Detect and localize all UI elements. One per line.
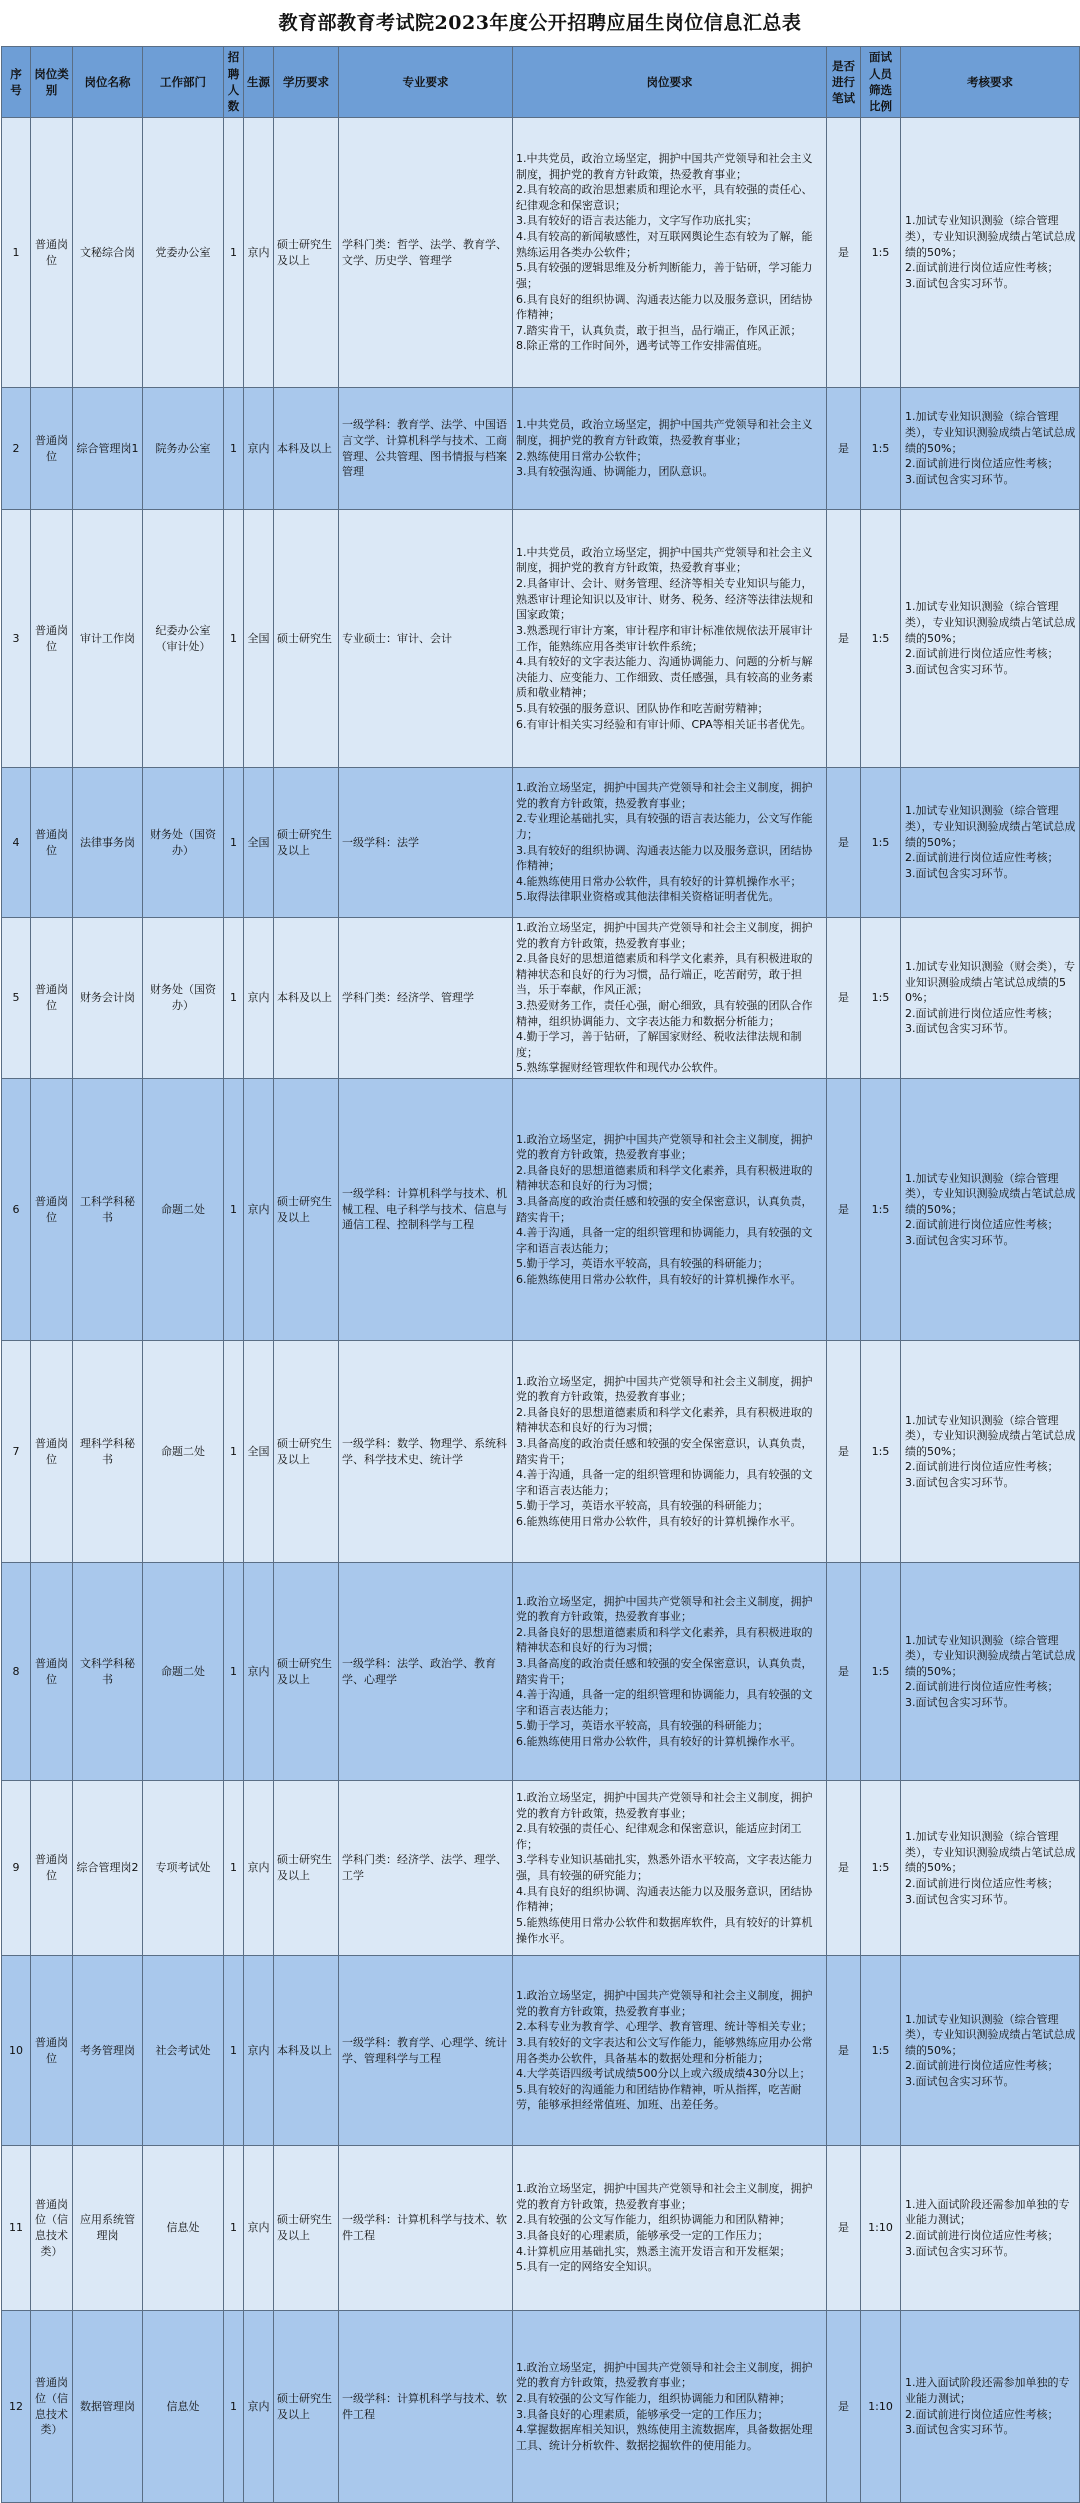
cell-major: 学科门类：经济学、管理学 — [339, 918, 513, 1079]
cell-requirements — [513, 768, 827, 918]
requirement-line: 3.具有较强沟通、协调能力，团队意识。 — [516, 465, 714, 479]
cell-category: 普通岗位 — [31, 918, 73, 1079]
cell-origin: 京内 — [244, 1079, 274, 1341]
requirement-line: 4.善于沟通，具备一定的组织管理和协调能力，具有较强的文字和语言表达能力； — [516, 1226, 813, 1255]
requirement-line: 1.政治立场坚定，拥护中国共产党领导和社会主义制度，拥护党的教育方针政策，热爱教育事业； — [516, 781, 813, 810]
assessment-line: 1.加试专业知识测验（综合管理类），专业知识测验成绩占笔试总成绩的50%； — [905, 804, 1076, 849]
requirement-line: 3.具有较好的文字表达和公文写作能力，能够熟练应用办公常用各类办公软件，具备基本的数据处理和分析能力； — [516, 2035, 813, 2065]
cell-origin: 京内 — [244, 388, 274, 510]
cell-requirements — [513, 1079, 827, 1341]
cell-assessment — [901, 1781, 1080, 1956]
table-row — [2, 1563, 1080, 1781]
cell-origin: 全国 — [244, 768, 274, 918]
cell-dept: 信息处 — [143, 2311, 224, 2503]
cell-origin: 全国 — [244, 1341, 274, 1563]
requirement-line: 3.具有较好的语言表达能力，文字写作功底扎实； — [516, 214, 758, 228]
cell-major: 学科门类：哲学、法学、教育学、文学、历史学、管理学 — [339, 118, 513, 388]
requirement-line: 4.掌握数据库相关知识，熟练使用主流数据库，具备数据处理工具、统计分析软件、数据挖掘软件的使用能力。 — [516, 2423, 813, 2452]
header-origin: 生源 — [244, 47, 274, 118]
cell-written-test: 是 — [827, 2146, 861, 2311]
cell-name: 应用系统管理岗 — [73, 2146, 143, 2311]
page-title: 教育部教育考试院2023年度公开招聘应届生岗位信息汇总表 — [278, 12, 802, 34]
cell-ratio: 1:5 — [861, 1563, 901, 1781]
cell-name: 工科学科秘书 — [73, 1079, 143, 1341]
cell-count: 1 — [224, 1956, 244, 2146]
assessment-line: 2.面试前进行岗位适应性考核； — [905, 1006, 1059, 1020]
table-body — [2, 118, 1080, 2503]
cell-category: 普通岗位（信息技术类） — [31, 2311, 73, 2503]
requirement-line: 6.能熟练使用日常办公软件，具有较好的计算机操作水平。 — [516, 1515, 802, 1529]
cell-ratio: 1:5 — [861, 1341, 901, 1563]
cell-origin: 京内 — [244, 118, 274, 388]
requirement-line: 2.具有较强的公文写作能力，组织协调能力和团队精神； — [516, 2213, 791, 2227]
header-no: 序号 — [2, 47, 31, 118]
requirement-line: 2.具备良好的思想道德素质和科学文化素养，具有积极进取的精神状态和良好的行为习惯，品行端正，吃苦耐劳，敢于担当，乐于奉献，作风正派； — [516, 952, 813, 997]
cell-ratio: 1:10 — [861, 2146, 901, 2311]
cell-name: 综合管理岗2 — [73, 1781, 143, 1956]
cell-dept: 专项考试处 — [143, 1781, 224, 1956]
cell-requirements — [513, 918, 827, 1079]
cell-major: 一级学科：计算机科学与技术、软件工程 — [339, 2311, 513, 2503]
cell-edu: 硕士研究生及以上 — [274, 118, 339, 388]
cell-no: 3 — [2, 510, 31, 768]
cell-edu: 硕士研究生及以上 — [274, 768, 339, 918]
requirement-line: 3.具备良好的心理素质，能够承受一定的工作压力； — [516, 2407, 769, 2421]
cell-count: 1 — [224, 388, 244, 510]
assessment-line: 3.面试包含实习环节。 — [905, 1022, 1015, 1036]
requirement-line: 4.大学英语四级考试成绩500分以上或六级成绩430分以上； — [516, 2067, 811, 2081]
requirement-line: 1.政治立场坚定，拥护中国共产党领导和社会主义制度，拥护党的教育方针政策，热爱教育事业； — [516, 2182, 813, 2211]
assessment-line: 3.面试包含实习环节。 — [905, 2423, 1015, 2437]
cell-written-test: 是 — [827, 768, 861, 918]
cell-assessment — [901, 2146, 1080, 2311]
assessment-line: 1.进入面试阶段还需参加单独的专业能力测试； — [905, 2376, 1070, 2405]
requirement-line: 3.具备高度的政治责任感和较强的安全保密意识，认真负责，踏实肯干； — [516, 1436, 813, 1466]
cell-edu: 硕士研究生及以上 — [274, 2146, 339, 2311]
requirement-line: 5.具有较好的沟通能力和团结协作精神，听从指挥，吃苦耐劳，能够承担经常值班、加班、出差任务。 — [516, 2082, 802, 2112]
cell-dept: 信息处 — [143, 2146, 224, 2311]
requirement-line: 7.踏实肯干，认真负责，敢于担当，品行端正，作风正派； — [516, 323, 802, 337]
cell-edu: 硕士研究生及以上 — [274, 2311, 339, 2503]
requirement-line: 3.熟悉现行审计方案，审计程序和审计标准依规依法开展审计工作，能熟练应用各类审计软件系统； — [516, 623, 813, 653]
requirement-line: 3.热爱财务工作，责任心强，耐心细致，具有较强的团队合作精神，组织协调能力、文字表达能力和数据分析能力； — [516, 999, 813, 1028]
header-category: 岗位类别 — [31, 47, 73, 118]
requirement-line: 5.熟练掌握财经管理软件和现代办公软件。 — [516, 1061, 725, 1075]
requirement-line: 4.具有较好的文字表达能力、沟通协调能力、问题的分析与解决能力、应变能力、工作细致、责任感强，具有较高的业务素质和敬业精神； — [516, 655, 813, 700]
cell-no: 2 — [2, 388, 31, 510]
cell-category: 普通岗位 — [31, 1563, 73, 1781]
table-row — [2, 2146, 1080, 2311]
header-assess: 考核要求 — [901, 47, 1080, 118]
requirement-line: 1.政治立场坚定，拥护中国共产党领导和社会主义制度，拥护党的教育方针政策，热爱教育事业； — [516, 1374, 813, 1404]
cell-major: 一级学科：法学、政治学、教育学、心理学 — [339, 1563, 513, 1781]
cell-ratio: 1:5 — [861, 918, 901, 1079]
cell-edu: 本科及以上 — [274, 388, 339, 510]
requirement-line: 5.能熟练使用日常办公软件和数据库软件，具有较好的计算机操作水平。 — [516, 1915, 813, 1945]
requirement-line: 2.熟练使用日常办公软件； — [516, 449, 648, 463]
cell-dept: 财务处（国资办） — [143, 918, 224, 1079]
cell-count: 1 — [224, 768, 244, 918]
cell-edu: 本科及以上 — [274, 918, 339, 1079]
assessment-line: 1.加试专业知识测验（综合管理类），专业知识测验成绩占笔试总成绩的50%； — [905, 1171, 1076, 1216]
cell-category: 普通岗位 — [31, 1341, 73, 1563]
cell-assessment — [901, 510, 1080, 768]
header-count: 招聘人数 — [224, 47, 244, 118]
table-row — [2, 118, 1080, 388]
assessment-line: 1.加试专业知识测验（综合管理类），专业知识测验成绩占笔试总成绩的50%； — [905, 1413, 1076, 1458]
requirement-line: 2.具备良好的思想道德素质和科学文化素养，具有积极进取的精神状态和良好的行为习惯； — [516, 1163, 813, 1193]
cell-written-test: 是 — [827, 1341, 861, 1563]
cell-major: 学科门类：经济学、法学、理学、工学 — [339, 1781, 513, 1956]
assessment-line: 2.面试前进行岗位适应性考核； — [905, 647, 1059, 661]
cell-major: 一级学科：计算机科学与技术、软件工程 — [339, 2146, 513, 2311]
assessment-line: 3.面试包含实习环节。 — [905, 1892, 1015, 1906]
cell-dept: 党委办公室 — [143, 118, 224, 388]
cell-category: 普通岗位（信息技术类） — [31, 2146, 73, 2311]
cell-origin: 京内 — [244, 2311, 274, 2503]
table-row — [2, 388, 1080, 510]
header-major: 专业要求 — [339, 47, 513, 118]
assessment-line: 3.面试包含实习环节。 — [905, 1696, 1015, 1709]
cell-name: 文科学科秘书 — [73, 1563, 143, 1781]
cell-major: 专业硕士：审计、会计 — [339, 510, 513, 768]
assessment-line: 2.面试前进行岗位适应性考核； — [905, 2229, 1059, 2243]
cell-written-test: 是 — [827, 1781, 861, 1956]
requirement-line: 1.中共党员，政治立场坚定，拥护中国共产党领导和社会主义制度，拥护党的教育方针政策，热爱教育事业； — [516, 152, 813, 181]
cell-assessment — [901, 1341, 1080, 1563]
cell-requirements — [513, 118, 827, 388]
assessment-line: 2.面试前进行岗位适应性考核； — [905, 1876, 1059, 1890]
assessment-line: 1.加试专业知识测验（综合管理类），专业知识测验成绩占笔试总成绩的50%； — [905, 214, 1076, 259]
table-row — [2, 1956, 1080, 2146]
assessment-line: 2.面试前进行岗位适应性考核； — [905, 1218, 1059, 1232]
requirement-line: 3.具备良好的心理素质，能够承受一定的工作压力； — [516, 2229, 769, 2243]
assessment-line: 2.面试前进行岗位适应性考核； — [905, 851, 1059, 865]
cell-count: 1 — [224, 118, 244, 388]
cell-origin: 京内 — [244, 1956, 274, 2146]
assessment-line: 3.面试包含实习环节。 — [905, 276, 1015, 290]
requirement-line: 2.具有较强的公文写作能力，组织协调能力和团队精神； — [516, 2391, 791, 2405]
cell-category: 普通岗位 — [31, 1781, 73, 1956]
cell-major: 一级学科：计算机科学与技术、机械工程、电子科学与技术、信息与通信工程、控制科学与工程 — [339, 1079, 513, 1341]
requirement-line: 5.取得法律职业资格或其他法律相关资格证明者优先。 — [516, 890, 780, 904]
cell-count: 1 — [224, 1563, 244, 1781]
requirement-line: 1.政治立场坚定，拥护中国共产党领导和社会主义制度，拥护党的教育方针政策，热爱教育事业； — [516, 1791, 813, 1820]
requirement-line: 1.政治立场坚定，拥护中国共产党领导和社会主义制度，拥护党的教育方针政策，热爱教育事业； — [516, 1132, 813, 1162]
cell-no: 4 — [2, 768, 31, 918]
cell-major: 一级学科：教育学、心理学、统计学、管理科学与工程 — [339, 1956, 513, 2146]
assessment-line: 3.面试包含实习环节。 — [905, 662, 1015, 676]
cell-no: 11 — [2, 2146, 31, 2311]
cell-written-test: 是 — [827, 918, 861, 1079]
cell-no: 12 — [2, 2311, 31, 2503]
requirement-line: 5.具有较强的服务意识、团队协作和吃苦耐劳精神； — [516, 701, 769, 715]
requirement-line: 4.勤于学习，善于钻研，了解国家财经、税收法律法规和制度； — [516, 1030, 802, 1059]
cell-count: 1 — [224, 1341, 244, 1563]
cell-dept: 命题二处 — [143, 1563, 224, 1781]
cell-edu: 本科及以上 — [274, 1956, 339, 2146]
assessment-line: 2.面试前进行岗位适应性考核； — [905, 457, 1059, 471]
assessment-line: 3.面试包含实习环节。 — [905, 866, 1015, 880]
cell-category: 普通岗位 — [31, 388, 73, 510]
cell-written-test: 是 — [827, 1079, 861, 1341]
requirement-line: 2.具备良好的思想道德素质和科学文化素养，具有积极进取的精神状态和良好的行为习惯； — [516, 1405, 813, 1435]
cell-requirements — [513, 1956, 827, 2146]
assessment-line: 1.加试专业知识测验（综合管理类），专业知识测验成绩占笔试总成绩的50%； — [905, 1830, 1076, 1875]
requirement-line: 8.除正常的工作时间外，遇考试等工作安排需值班。 — [516, 339, 769, 353]
cell-dept: 财务处（国资办） — [143, 768, 224, 918]
cell-no: 7 — [2, 1341, 31, 1563]
requirement-line: 5.具有一定的网络安全知识。 — [516, 2260, 659, 2274]
cell-ratio: 1:5 — [861, 510, 901, 768]
cell-no: 1 — [2, 118, 31, 388]
assessment-line: 1.加试专业知识测验（综合管理类），专业知识测验成绩占笔试总成绩的50%； — [905, 600, 1076, 645]
table-row — [2, 2311, 1080, 2503]
cell-name: 理科学科秘书 — [73, 1341, 143, 1563]
cell-origin: 京内 — [244, 1781, 274, 1956]
cell-edu: 硕士研究生及以上 — [274, 1781, 339, 1956]
requirement-line: 4.计算机应用基础扎实，熟悉主流开发语言和开发框架； — [516, 2244, 791, 2258]
cell-name: 法律事务岗 — [73, 768, 143, 918]
requirement-line: 4.能熟练使用日常办公软件，具有较好的计算机操作水平； — [516, 874, 802, 888]
table-row — [2, 510, 1080, 768]
cell-written-test: 是 — [827, 388, 861, 510]
requirement-line: 2.本科专业为教育学、心理学、教育管理、统计等相关专业； — [516, 2020, 813, 2034]
cell-name: 文秘综合岗 — [73, 118, 143, 388]
assessment-line: 3.面试包含实习环节。 — [905, 1476, 1015, 1489]
cell-count: 1 — [224, 510, 244, 768]
requirement-line: 4.善于沟通，具备一定的组织管理和协调能力，具有较强的文字和语言表达能力； — [516, 1688, 813, 1717]
cell-edu: 硕士研究生 — [274, 510, 339, 768]
cell-written-test: 是 — [827, 1563, 861, 1781]
requirement-line: 1.政治立场坚定，拥护中国共产党领导和社会主义制度，拥护党的教育方针政策，热爱教育事业； — [516, 2360, 813, 2390]
cell-origin: 全国 — [244, 510, 274, 768]
requirement-line: 4.善于沟通，具备一定的组织管理和协调能力，具有较强的文字和语言表达能力； — [516, 1468, 813, 1497]
table-row — [2, 1781, 1080, 1956]
cell-requirements — [513, 1341, 827, 1563]
cell-count: 1 — [224, 2146, 244, 2311]
recruitment-table — [1, 46, 1080, 2503]
cell-assessment — [901, 1079, 1080, 1341]
assessment-line: 2.面试前进行岗位适应性考核； — [905, 1460, 1059, 1474]
header-edu: 学历要求 — [274, 47, 339, 118]
cell-name: 考务管理岗 — [73, 1956, 143, 2146]
cell-no: 10 — [2, 1956, 31, 2146]
cell-no: 8 — [2, 1563, 31, 1781]
assessment-line: 2.面试前进行岗位适应性考核； — [905, 261, 1059, 275]
requirement-line: 5.勤于学习，英语水平较高，具有较强的科研能力； — [516, 1499, 769, 1513]
requirement-line: 2.具有较高的政治思想素质和理论水平，具有较强的责任心、纪律观念和保密意识； — [516, 183, 813, 212]
cell-count: 1 — [224, 1079, 244, 1341]
requirement-line: 1.政治立场坚定，拥护中国共产党领导和社会主义制度，拥护党的教育方针政策，热爱教育事业； — [516, 1989, 813, 2018]
cell-dept: 纪委办公室（审计处） — [143, 510, 224, 768]
cell-count: 1 — [224, 2311, 244, 2503]
cell-no: 5 — [2, 918, 31, 1079]
table-row — [2, 768, 1080, 918]
cell-name: 财务会计岗 — [73, 918, 143, 1079]
cell-edu: 硕士研究生及以上 — [274, 1563, 339, 1781]
cell-written-test: 是 — [827, 118, 861, 388]
assessment-line: 3.面试包含实习环节。 — [905, 2244, 1015, 2258]
cell-assessment — [901, 1563, 1080, 1781]
requirement-line: 3.具备高度的政治责任感和较强的安全保密意识，认真负责，踏实肯干； — [516, 1656, 813, 1686]
cell-requirements — [513, 2146, 827, 2311]
table-row — [2, 1341, 1080, 1563]
cell-name: 数据管理岗 — [73, 2311, 143, 2503]
cell-assessment — [901, 118, 1080, 388]
cell-major: 一级学科：数学、物理学、系统科学、科学技术史、统计学 — [339, 1341, 513, 1563]
cell-requirements — [513, 388, 827, 510]
cell-dept: 院务办公室 — [143, 388, 224, 510]
requirement-line: 2.具有较强的责任心、纪律观念和保密意识，能适应封闭工作； — [516, 1822, 802, 1851]
cell-ratio: 1:5 — [861, 1079, 901, 1341]
cell-name: 综合管理岗1 — [73, 388, 143, 510]
cell-origin: 京内 — [244, 1563, 274, 1781]
header-req: 岗位要求 — [513, 47, 827, 118]
cell-origin: 京内 — [244, 2146, 274, 2311]
cell-ratio: 1:5 — [861, 768, 901, 918]
requirement-line: 1.中共党员，政治立场坚定，拥护中国共产党领导和社会主义制度，拥护党的教育方针政策，热爱教育事业； — [516, 418, 813, 447]
requirement-line: 6.能熟练使用日常办公软件，具有较好的计算机操作水平。 — [516, 1735, 802, 1749]
cell-dept: 命题二处 — [143, 1079, 224, 1341]
table-header-row — [2, 47, 1080, 118]
cell-ratio: 1:5 — [861, 1956, 901, 2146]
cell-edu: 硕士研究生及以上 — [274, 1079, 339, 1341]
cell-written-test: 是 — [827, 2311, 861, 2503]
header-name: 岗位名称 — [73, 47, 143, 118]
cell-ratio: 1:5 — [861, 118, 901, 388]
requirement-line: 6.能熟练使用日常办公软件，具有较好的计算机操作水平。 — [516, 1273, 802, 1287]
table-row — [2, 918, 1080, 1079]
cell-category: 普通岗位 — [31, 118, 73, 388]
requirement-line: 5.勤于学习，英语水平较高，具有较强的科研能力； — [516, 1719, 769, 1733]
table-row — [2, 1079, 1080, 1341]
cell-requirements — [513, 510, 827, 768]
assessment-line: 1.加试专业知识测验（综合管理类），专业知识测验成绩占笔试总成绩的50%； — [905, 1633, 1076, 1678]
assessment-line: 3.面试包含实习环节。 — [905, 1234, 1015, 1247]
assessment-line: 1.进入面试阶段还需参加单独的专业能力测试； — [905, 2197, 1070, 2227]
requirement-line: 3.具备高度的政治责任感和较强的安全保密意识，认真负责，踏实肯干； — [516, 1194, 813, 1224]
cell-major: 一级学科：教育学、法学、中国语言文学、计算机科学与技术、工商管理、公共管理、图书情报与档案管理 — [339, 388, 513, 510]
cell-no: 6 — [2, 1079, 31, 1341]
requirement-line: 3.具有较好的组织协调、沟通表达能力以及服务意识，团结协作精神； — [516, 843, 813, 873]
cell-written-test: 是 — [827, 510, 861, 768]
cell-edu: 硕士研究生及以上 — [274, 1341, 339, 1563]
cell-requirements — [513, 1781, 827, 1956]
cell-no: 9 — [2, 1781, 31, 1956]
cell-assessment — [901, 768, 1080, 918]
header-dept: 工作部门 — [143, 47, 224, 118]
requirement-line: 2.具备审计、会计、财务管理、经济等相关专业知识与能力，熟悉审计理论知识以及审计、财务、税务、经济等法律法规和国家政策； — [516, 577, 813, 622]
assessment-line: 3.面试包含实习环节。 — [905, 472, 1015, 486]
cell-major: 一级学科：法学 — [339, 768, 513, 918]
requirement-line: 4.具有良好的组织协调、沟通表达能力以及服务意识，团结协作精神； — [516, 1884, 813, 1914]
requirement-line: 6.具有良好的组织协调、沟通表达能力以及服务意识，团结协作精神； — [516, 292, 813, 322]
cell-category: 普通岗位 — [31, 768, 73, 918]
assessment-line: 2.面试前进行岗位适应性考核； — [905, 2059, 1059, 2073]
cell-written-test: 是 — [827, 1956, 861, 2146]
header-ratio: 面试人员筛选比例 — [861, 47, 901, 118]
requirement-line: 2.具备良好的思想道德素质和科学文化素养，具有积极进取的精神状态和良好的行为习惯； — [516, 1625, 813, 1655]
cell-assessment — [901, 2311, 1080, 2503]
requirement-line: 6.有审计相关实习经验和有审计师、CPA等相关证书者优先。 — [516, 717, 812, 731]
assessment-line: 1.加试专业知识测验（财会类），专业知识测验成绩占笔试总成绩的50%； — [905, 960, 1075, 1005]
requirement-line: 4.具有较高的新闻敏感性，对互联网舆论生态有较为了解，能熟练运用各类办公软件； — [516, 230, 813, 259]
cell-dept: 社会考试处 — [143, 1956, 224, 2146]
requirement-line: 3.学科专业知识基础扎实，熟悉外语水平较高，文字表达能力强，具有较强的研究能力； — [516, 1853, 813, 1883]
cell-category: 普通岗位 — [31, 510, 73, 768]
requirement-line: 5.具有较强的逻辑思维及分析判断能力，善于钻研，学习能力强； — [516, 261, 813, 290]
cell-requirements — [513, 2311, 827, 2503]
cell-dept: 命题二处 — [143, 1341, 224, 1563]
assessment-line: 2.面试前进行岗位适应性考核； — [905, 2407, 1059, 2421]
cell-assessment — [901, 388, 1080, 510]
cell-ratio: 1:5 — [861, 388, 901, 510]
cell-name: 审计工作岗 — [73, 510, 143, 768]
requirement-line: 1.政治立场坚定，拥护中国共产党领导和社会主义制度，拥护党的教育方针政策，热爱教育事业； — [516, 921, 813, 950]
requirement-line: 1.政治立场坚定，拥护中国共产党领导和社会主义制度，拥护党的教育方针政策，热爱教育事业； — [516, 1594, 813, 1624]
assessment-line: 1.加试专业知识测验（综合管理类），专业知识测验成绩占笔试总成绩的50%； — [905, 2012, 1076, 2057]
requirement-line: 5.勤于学习，英语水平较高，具有较强的科研能力； — [516, 1257, 769, 1271]
requirement-line: 2.专业理论基础扎实，具有较强的语言表达能力，公文写作能力； — [516, 812, 813, 841]
requirement-line: 1.中共党员，政治立场坚定，拥护中国共产党领导和社会主义制度，拥护党的教育方针政策，热爱教育事业； — [516, 545, 813, 575]
cell-assessment — [901, 1956, 1080, 2146]
cell-count: 1 — [224, 1781, 244, 1956]
cell-ratio: 1:5 — [861, 1781, 901, 1956]
cell-count: 1 — [224, 918, 244, 1079]
header-written: 是否进行笔试 — [827, 47, 861, 118]
cell-origin: 京内 — [244, 918, 274, 1079]
cell-assessment — [901, 918, 1080, 1079]
cell-requirements — [513, 1563, 827, 1781]
cell-category: 普通岗位 — [31, 1079, 73, 1341]
cell-ratio: 1:10 — [861, 2311, 901, 2503]
cell-category: 普通岗位 — [31, 1956, 73, 2146]
assessment-line: 1.加试专业知识测验（综合管理类），专业知识测验成绩占笔试总成绩的50%； — [905, 410, 1076, 455]
assessment-line: 3.面试包含实习环节。 — [905, 2075, 1015, 2088]
assessment-line: 2.面试前进行岗位适应性考核； — [905, 1680, 1059, 1694]
